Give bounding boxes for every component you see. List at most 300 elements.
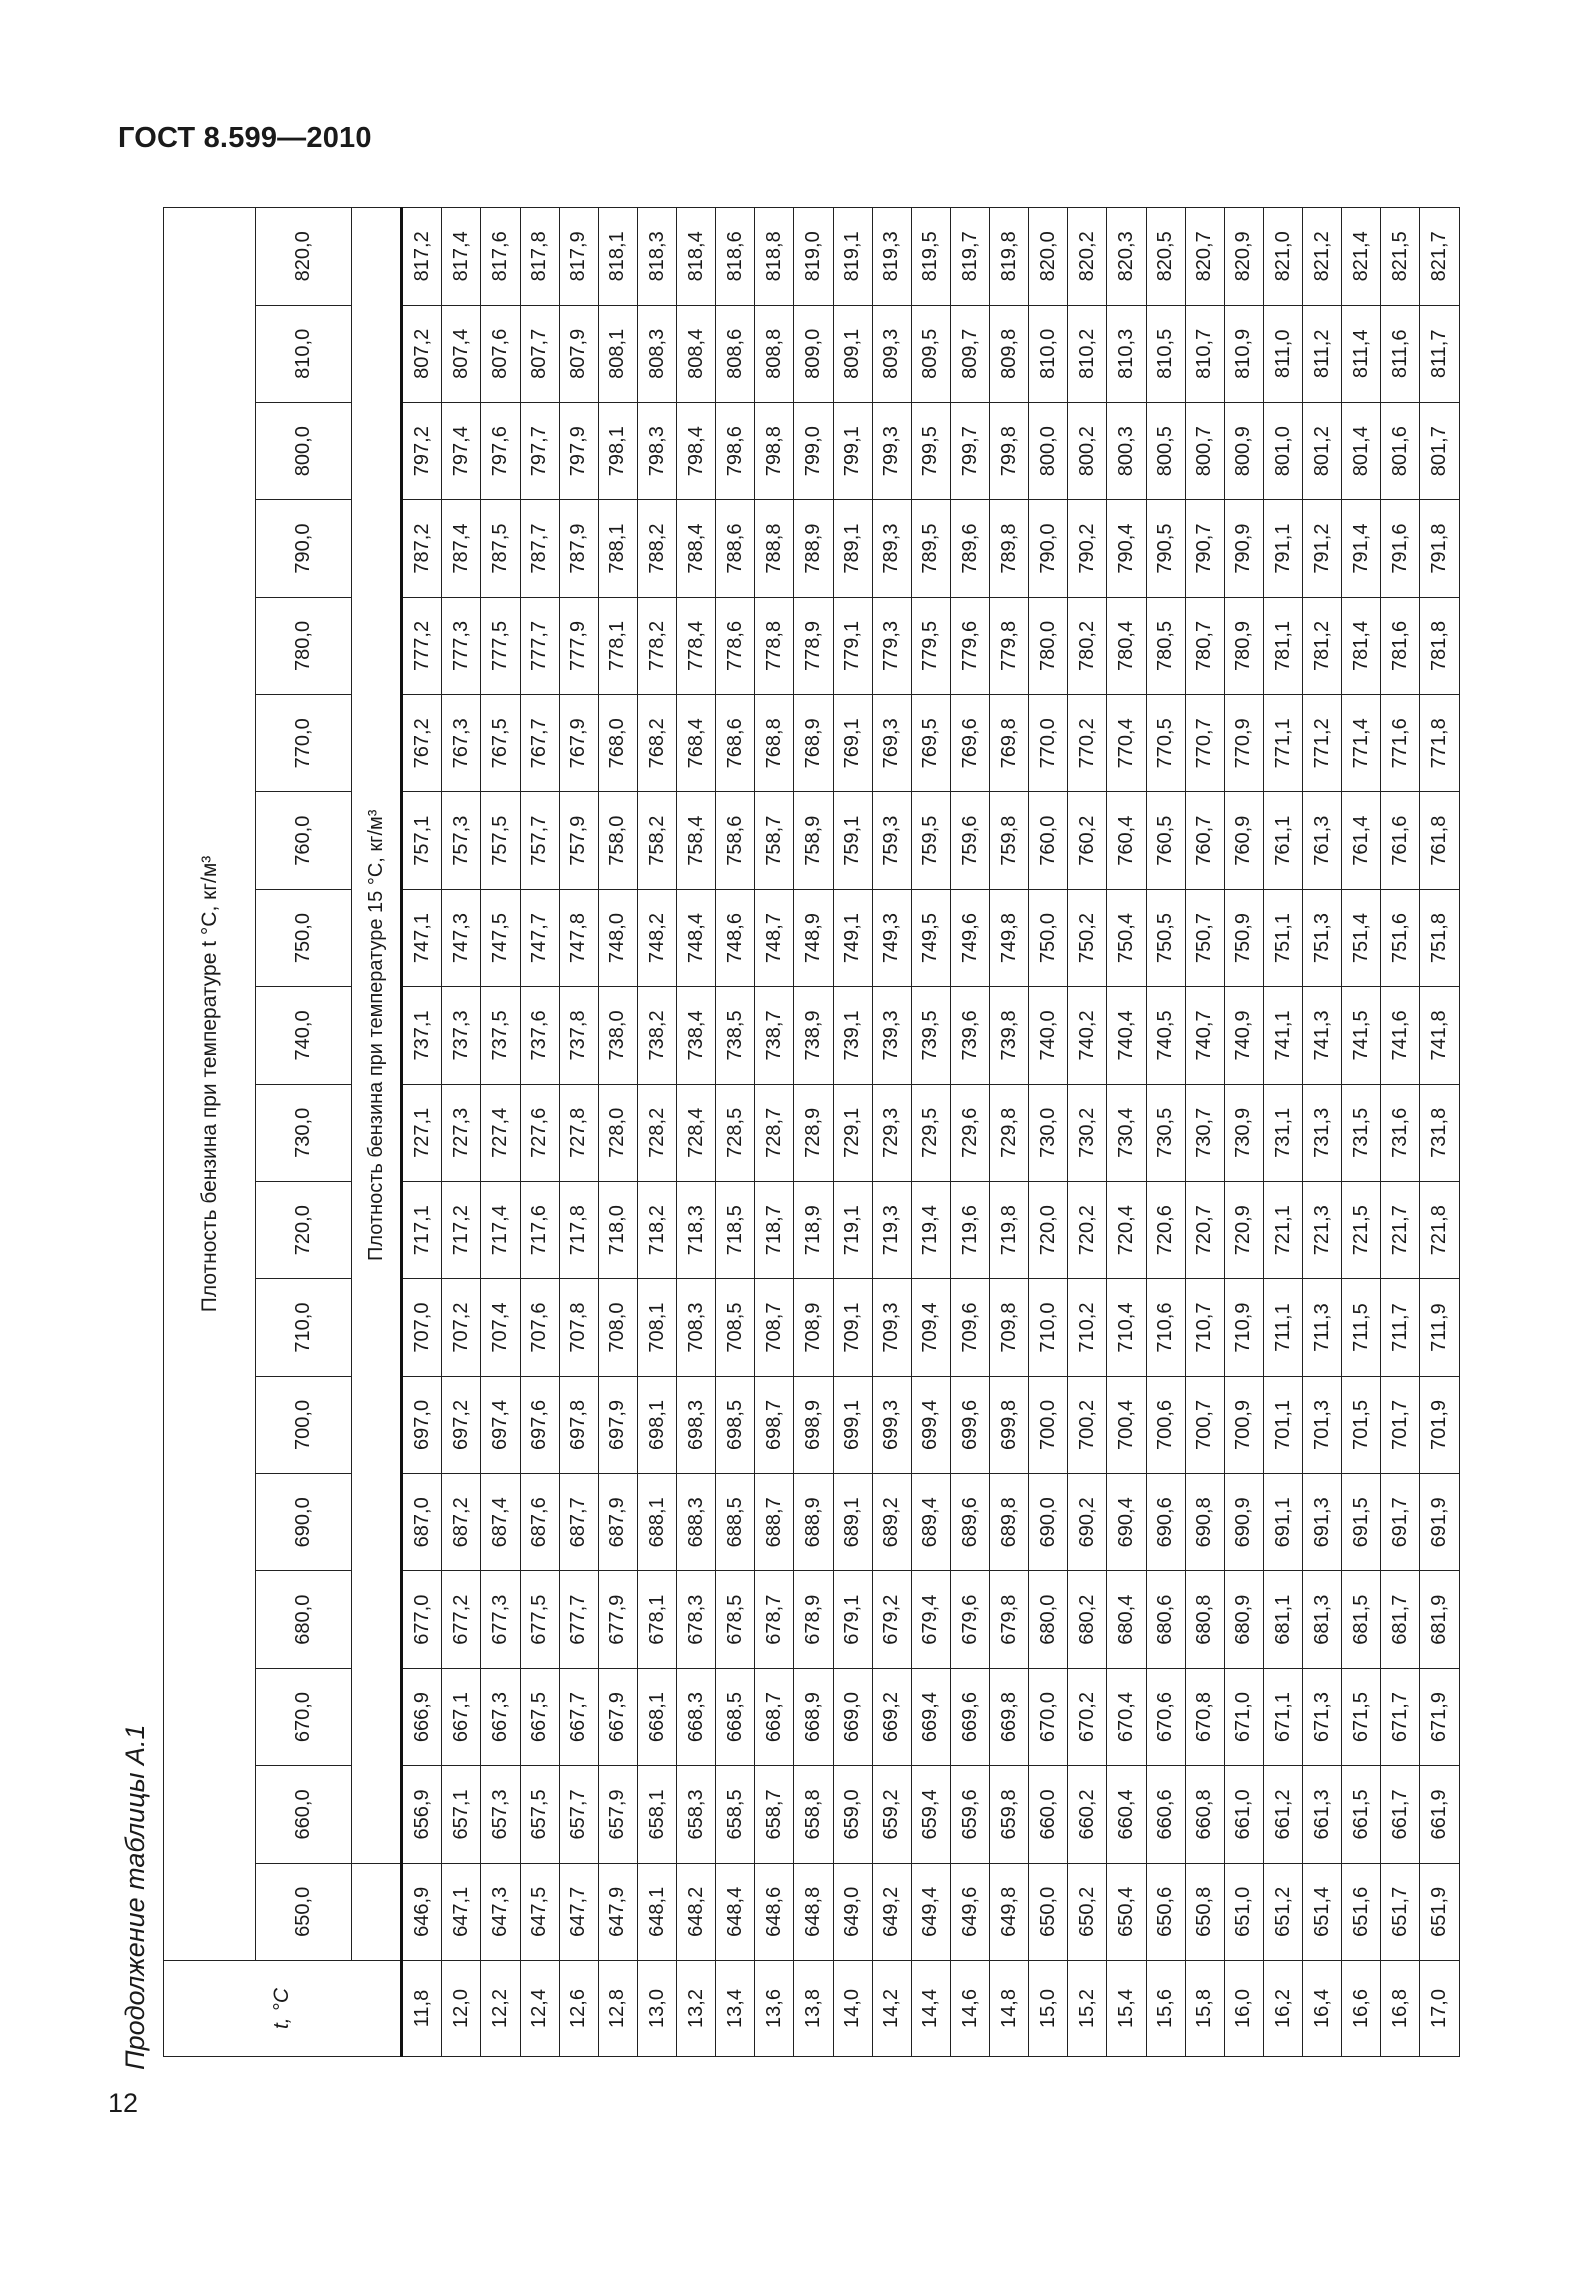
density-cell: 789,6	[950, 500, 989, 597]
density-cell: 808,1	[598, 305, 637, 402]
density-cell: 807,4	[442, 305, 481, 402]
density-cell: 697,9	[598, 1376, 637, 1473]
density-cell: 739,3	[872, 987, 911, 1084]
density-cell: 740,7	[1185, 987, 1224, 1084]
density-cell: 808,6	[716, 305, 755, 402]
temperature-cell: 12,4	[520, 1961, 559, 2057]
density-cell: 797,2	[402, 403, 442, 500]
density-cell: 677,2	[442, 1571, 481, 1668]
density-cell: 679,2	[872, 1571, 911, 1668]
density-cell: 648,2	[677, 1863, 716, 1960]
density-cell: 809,8	[990, 305, 1029, 402]
density-cell: 817,2	[402, 208, 442, 306]
density-cell: 799,3	[872, 403, 911, 500]
density-cell: 707,2	[442, 1279, 481, 1376]
density-cell: 689,8	[990, 1474, 1029, 1571]
density-cell: 768,0	[598, 695, 637, 792]
density-cell: 730,4	[1107, 1084, 1146, 1181]
density-cell: 661,9	[1420, 1766, 1460, 1863]
density-cell: 809,5	[911, 305, 950, 402]
temperature-cell: 15,8	[1185, 1961, 1224, 2057]
density-cell: 769,3	[872, 695, 911, 792]
density-cell: 649,8	[990, 1863, 1029, 1960]
density-cell: 767,5	[481, 695, 520, 792]
density-cell: 688,5	[716, 1474, 755, 1571]
density-cell: 777,5	[481, 597, 520, 694]
density-cell: 800,7	[1185, 403, 1224, 500]
density-cell: 719,4	[911, 1182, 950, 1279]
density-cell: 760,7	[1185, 792, 1224, 889]
density-cell: 659,4	[911, 1766, 950, 1863]
density-cell: 660,6	[1146, 1766, 1185, 1863]
density-cell: 810,2	[1068, 305, 1107, 402]
density-cell: 819,1	[833, 208, 872, 306]
density-cell: 650,2	[1068, 1863, 1107, 1960]
density-cell: 698,7	[755, 1376, 794, 1473]
density-cell: 739,6	[950, 987, 989, 1084]
density-cell: 677,5	[520, 1571, 559, 1668]
density-cell: 677,7	[559, 1571, 598, 1668]
density-cell: 771,4	[1342, 695, 1381, 792]
density-cell: 770,4	[1107, 695, 1146, 792]
density-cell: 820,7	[1185, 208, 1224, 306]
density-cell: 687,0	[402, 1474, 442, 1571]
density-cell: 690,6	[1146, 1474, 1185, 1571]
density-cell: 711,1	[1263, 1279, 1302, 1376]
density-cell: 708,1	[637, 1279, 676, 1376]
column-header: 730,0	[256, 1084, 352, 1181]
column-header: 790,0	[256, 500, 352, 597]
density-cell: 708,0	[598, 1279, 637, 1376]
density-cell: 768,9	[794, 695, 833, 792]
density-cell: 801,4	[1342, 403, 1381, 500]
density-cell: 777,9	[559, 597, 598, 694]
density-cell: 730,2	[1068, 1084, 1107, 1181]
density-cell: 759,3	[872, 792, 911, 889]
temperature-cell: 11,8	[402, 1961, 442, 2057]
density-cell: 651,0	[1224, 1863, 1263, 1960]
density-cell: 747,3	[442, 889, 481, 986]
density-cell: 779,1	[833, 597, 872, 694]
density-cell: 770,9	[1224, 695, 1263, 792]
density-cell: 646,9	[402, 1863, 442, 1960]
density-cell: 691,5	[1342, 1474, 1381, 1571]
temperature-cell: 16,6	[1342, 1961, 1381, 2057]
density-cell: 749,3	[872, 889, 911, 986]
density-cell: 787,7	[520, 500, 559, 597]
density-cell: 779,6	[950, 597, 989, 694]
density-cell: 749,5	[911, 889, 950, 986]
density-cell: 661,3	[1303, 1766, 1342, 1863]
density-cell: 791,6	[1381, 500, 1420, 597]
density-cell: 739,8	[990, 987, 1029, 1084]
table-row	[1068, 208, 1107, 2057]
temperature-cell: 12,6	[559, 1961, 598, 2057]
density-cell: 788,6	[716, 500, 755, 597]
density-cell: 771,2	[1303, 695, 1342, 792]
density-cell: 747,1	[402, 889, 442, 986]
density-cell: 731,1	[1263, 1084, 1302, 1181]
density-cell: 787,9	[559, 500, 598, 597]
temperature-cell: 15,2	[1068, 1961, 1107, 2057]
density-cell: 658,7	[755, 1766, 794, 1863]
temperature-cell: 15,0	[1029, 1961, 1068, 2057]
table-caption: Продолжение таблицы А.1	[120, 1724, 150, 2070]
density-cell: 651,2	[1263, 1863, 1302, 1960]
density-cell: 677,9	[598, 1571, 637, 1668]
density-cell: 719,1	[833, 1182, 872, 1279]
density-cell: 740,2	[1068, 987, 1107, 1084]
density-cell: 807,6	[481, 305, 520, 402]
density-cell: 718,7	[755, 1182, 794, 1279]
density-cell: 720,4	[1107, 1182, 1146, 1279]
table-row	[872, 208, 911, 2057]
density-cell: 781,8	[1420, 597, 1460, 694]
density-cell: 811,2	[1303, 305, 1342, 402]
density-cell: 790,7	[1185, 500, 1224, 597]
density-cell: 748,2	[637, 889, 676, 986]
density-cell: 799,5	[911, 403, 950, 500]
density-cell: 647,3	[481, 1863, 520, 1960]
temperature-cell: 14,0	[833, 1961, 872, 2057]
density-cell: 657,7	[559, 1766, 598, 1863]
density-cell: 750,4	[1107, 889, 1146, 986]
density-cell: 748,6	[716, 889, 755, 986]
density-table-container	[163, 207, 1460, 2057]
density-cell: 658,1	[637, 1766, 676, 1863]
density-cell: 727,3	[442, 1084, 481, 1181]
density-cell: 679,4	[911, 1571, 950, 1668]
density-cell: 670,6	[1146, 1668, 1185, 1765]
density-cell: 799,0	[794, 403, 833, 500]
density-cell: 800,0	[1029, 403, 1068, 500]
density-cell: 751,4	[1342, 889, 1381, 986]
density-cell: 759,8	[990, 792, 1029, 889]
temperature-column-header: t, °С	[164, 1961, 402, 2057]
table-row	[990, 208, 1029, 2057]
density-cell: 700,6	[1146, 1376, 1185, 1473]
density-cell: 790,4	[1107, 500, 1146, 597]
density-cell: 681,7	[1381, 1571, 1420, 1668]
column-header: 740,0	[256, 987, 352, 1084]
density-table	[163, 207, 1460, 2057]
density-cell: 648,1	[637, 1863, 676, 1960]
density-cell: 700,7	[1185, 1376, 1224, 1473]
density-cell: 770,2	[1068, 695, 1107, 792]
density-cell: 821,0	[1263, 208, 1302, 306]
density-cell: 768,6	[716, 695, 755, 792]
density-cell: 810,7	[1185, 305, 1224, 402]
density-cell: 801,2	[1303, 403, 1342, 500]
density-cell: 647,5	[520, 1863, 559, 1960]
density-cell: 730,5	[1146, 1084, 1185, 1181]
density-cell: 701,9	[1420, 1376, 1460, 1473]
density-cell: 701,3	[1303, 1376, 1342, 1473]
density-cell: 819,8	[990, 208, 1029, 306]
density-cell: 721,8	[1420, 1182, 1460, 1279]
density-cell: 729,3	[872, 1084, 911, 1181]
density-cell: 699,4	[911, 1376, 950, 1473]
density-cell: 819,3	[872, 208, 911, 306]
density-cell: 660,8	[1185, 1766, 1224, 1863]
density-cell: 749,1	[833, 889, 872, 986]
density-cell: 770,7	[1185, 695, 1224, 792]
density-cell: 680,2	[1068, 1571, 1107, 1668]
density-cell: 699,6	[950, 1376, 989, 1473]
density-cell: 779,3	[872, 597, 911, 694]
density-cell: 779,8	[990, 597, 1029, 694]
density-cell: 728,9	[794, 1084, 833, 1181]
density-cell: 690,0	[1029, 1474, 1068, 1571]
density-cell: 790,2	[1068, 500, 1107, 597]
table-row	[637, 208, 676, 2057]
density-cell: 737,1	[402, 987, 442, 1084]
temperature-cell: 16,4	[1303, 1961, 1342, 2057]
density-cell: 788,4	[677, 500, 716, 597]
density-cell: 687,4	[481, 1474, 520, 1571]
density-cell: 778,8	[755, 597, 794, 694]
density-cell: 741,3	[1303, 987, 1342, 1084]
table-title: Плотность бензина при температуре t °С, кг/м³	[164, 208, 256, 1961]
density-cell: 737,3	[442, 987, 481, 1084]
density-cell: 711,9	[1420, 1279, 1460, 1376]
temperature-cell: 13,4	[716, 1961, 755, 2057]
density-cell: 738,7	[755, 987, 794, 1084]
density-cell: 768,4	[677, 695, 716, 792]
density-cell: 710,4	[1107, 1279, 1146, 1376]
density-cell: 659,2	[872, 1766, 911, 1863]
density-cell: 649,0	[833, 1863, 872, 1960]
density-cell: 768,2	[637, 695, 676, 792]
density-cell: 798,6	[716, 403, 755, 500]
density-cell: 781,6	[1381, 597, 1420, 694]
column-header: 680,0	[256, 1571, 352, 1668]
density-cell: 731,6	[1381, 1084, 1420, 1181]
density-cell: 789,1	[833, 500, 872, 597]
column-header: 780,0	[256, 597, 352, 694]
density-cell: 738,9	[794, 987, 833, 1084]
table-row	[1107, 208, 1146, 2057]
density-cell: 799,7	[950, 403, 989, 500]
density-cell: 821,7	[1420, 208, 1460, 306]
density-cell: 760,0	[1029, 792, 1068, 889]
density-cell: 691,3	[1303, 1474, 1342, 1571]
density-cell: 767,9	[559, 695, 598, 792]
column-header: 660,0	[256, 1766, 352, 1863]
density-cell: 789,5	[911, 500, 950, 597]
density-cell: 731,3	[1303, 1084, 1342, 1181]
density-cell: 751,6	[1381, 889, 1420, 986]
density-cell: 661,7	[1381, 1766, 1420, 1863]
density-cell: 721,3	[1303, 1182, 1342, 1279]
density-cell: 698,1	[637, 1376, 676, 1473]
density-cell: 669,6	[950, 1668, 989, 1765]
density-cell: 701,5	[1342, 1376, 1381, 1473]
density-cell: 728,4	[677, 1084, 716, 1181]
table-row	[833, 208, 872, 2057]
density-cell: 818,3	[637, 208, 676, 306]
density-cell: 718,2	[637, 1182, 676, 1279]
density-cell: 727,4	[481, 1084, 520, 1181]
density-cell: 778,2	[637, 597, 676, 694]
column-header: 670,0	[256, 1668, 352, 1765]
density-cell: 769,5	[911, 695, 950, 792]
density-cell: 690,2	[1068, 1474, 1107, 1571]
density-cell: 707,0	[402, 1279, 442, 1376]
density-cell: 681,9	[1420, 1571, 1460, 1668]
temperature-cell: 13,0	[637, 1961, 676, 2057]
density-cell: 690,8	[1185, 1474, 1224, 1571]
density-cell: 647,1	[442, 1863, 481, 1960]
density-cell: 719,8	[990, 1182, 1029, 1279]
density-cell: 808,4	[677, 305, 716, 402]
density-cell: 681,5	[1342, 1571, 1381, 1668]
density-cell: 668,9	[794, 1668, 833, 1765]
density-cell: 747,8	[559, 889, 598, 986]
density-cell: 697,6	[520, 1376, 559, 1473]
density-cell: 728,7	[755, 1084, 794, 1181]
density-cell: 809,3	[872, 305, 911, 402]
density-cell: 781,1	[1263, 597, 1302, 694]
density-cell: 811,7	[1420, 305, 1460, 402]
density-cell: 818,1	[598, 208, 637, 306]
density-cell: 718,0	[598, 1182, 637, 1279]
density-cell: 780,9	[1224, 597, 1263, 694]
table-row	[1420, 208, 1460, 2057]
density-cell: 708,9	[794, 1279, 833, 1376]
density-cell: 717,8	[559, 1182, 598, 1279]
density-cell: 728,0	[598, 1084, 637, 1181]
density-cell: 779,5	[911, 597, 950, 694]
density-cell: 800,3	[1107, 403, 1146, 500]
density-cell: 669,2	[872, 1668, 911, 1765]
page-number: 12	[108, 2088, 139, 2118]
density-cell: 807,2	[402, 305, 442, 402]
density-cell: 761,8	[1420, 792, 1460, 889]
density-cell: 660,4	[1107, 1766, 1146, 1863]
density-cell: 778,4	[677, 597, 716, 694]
density-cell: 741,8	[1420, 987, 1460, 1084]
density-cell: 656,9	[402, 1766, 442, 1863]
density-cell: 750,5	[1146, 889, 1185, 986]
density-cell: 789,8	[990, 500, 1029, 597]
density-cell: 668,7	[755, 1668, 794, 1765]
density-cell: 809,7	[950, 305, 989, 402]
density-cell: 767,2	[402, 695, 442, 792]
density-cell: 687,6	[520, 1474, 559, 1571]
density-cell: 789,3	[872, 500, 911, 597]
density-cell: 738,0	[598, 987, 637, 1084]
density-cell: 710,9	[1224, 1279, 1263, 1376]
density-cell: 759,6	[950, 792, 989, 889]
density-cell: 817,4	[442, 208, 481, 306]
density-cell: 680,0	[1029, 1571, 1068, 1668]
density-cell: 758,4	[677, 792, 716, 889]
temperature-cell: 15,4	[1107, 1961, 1146, 2057]
density-cell: 817,6	[481, 208, 520, 306]
column-header: 800,0	[256, 403, 352, 500]
temperature-cell: 16,2	[1263, 1961, 1302, 2057]
density-cell: 771,8	[1420, 695, 1460, 792]
density-cell: 701,1	[1263, 1376, 1302, 1473]
density-cell: 668,3	[677, 1668, 716, 1765]
density-cell: 658,8	[794, 1766, 833, 1863]
density-cell: 781,4	[1342, 597, 1381, 694]
density-cell: 708,3	[677, 1279, 716, 1376]
density-cell: 760,9	[1224, 792, 1263, 889]
table-row	[1263, 208, 1302, 2057]
density-cell: 698,5	[716, 1376, 755, 1473]
density-cell: 699,1	[833, 1376, 872, 1473]
density-cell: 757,9	[559, 792, 598, 889]
density-cell: 800,9	[1224, 403, 1263, 500]
density-cell: 718,5	[716, 1182, 755, 1279]
table-subtitle: Плотность бензина при температуре 15 °С, кг/м³	[352, 208, 402, 1864]
density-cell: 769,8	[990, 695, 1029, 792]
density-table-body	[402, 208, 1460, 2057]
density-cell: 820,9	[1224, 208, 1263, 306]
density-cell: 820,5	[1146, 208, 1185, 306]
density-cell: 749,8	[990, 889, 1029, 986]
density-cell: 790,5	[1146, 500, 1185, 597]
density-cell: 741,1	[1263, 987, 1302, 1084]
density-cell: 749,6	[950, 889, 989, 986]
density-cell: 797,7	[520, 403, 559, 500]
density-cell: 648,8	[794, 1863, 833, 1960]
density-cell: 666,9	[402, 1668, 442, 1765]
temperature-cell: 13,2	[677, 1961, 716, 2057]
table-row	[1029, 208, 1068, 2057]
density-cell: 719,3	[872, 1182, 911, 1279]
column-header: 690,0	[256, 1474, 352, 1571]
table-row	[911, 208, 950, 2057]
density-cell: 797,6	[481, 403, 520, 500]
table-row	[1381, 208, 1420, 2057]
density-cell: 740,4	[1107, 987, 1146, 1084]
density-cell: 669,8	[990, 1668, 1029, 1765]
density-cell: 710,2	[1068, 1279, 1107, 1376]
density-cell: 670,8	[1185, 1668, 1224, 1765]
table-row	[1342, 208, 1381, 2057]
column-header: 650,0	[256, 1863, 352, 1960]
density-cell: 691,9	[1420, 1474, 1460, 1571]
density-cell: 738,2	[637, 987, 676, 1084]
density-cell: 817,8	[520, 208, 559, 306]
density-cell: 780,5	[1146, 597, 1185, 694]
density-cell: 680,8	[1185, 1571, 1224, 1668]
density-cell: 659,6	[950, 1766, 989, 1863]
density-cell: 737,5	[481, 987, 520, 1084]
density-cell: 677,0	[402, 1571, 442, 1668]
density-cell: 689,1	[833, 1474, 872, 1571]
density-cell: 690,4	[1107, 1474, 1146, 1571]
density-cell: 791,2	[1303, 500, 1342, 597]
density-cell: 748,0	[598, 889, 637, 986]
density-cell: 777,3	[442, 597, 481, 694]
density-cell: 667,9	[598, 1668, 637, 1765]
density-cell: 710,7	[1185, 1279, 1224, 1376]
density-cell: 818,8	[755, 208, 794, 306]
density-cell: 679,6	[950, 1571, 989, 1668]
density-cell: 647,9	[598, 1863, 637, 1960]
density-cell: 647,7	[559, 1863, 598, 1960]
density-cell: 740,9	[1224, 987, 1263, 1084]
density-cell: 709,8	[990, 1279, 1029, 1376]
density-cell: 727,6	[520, 1084, 559, 1181]
density-cell: 671,5	[1342, 1668, 1381, 1765]
document-header: ГОСТ 8.599—2010	[118, 122, 372, 154]
density-cell: 689,2	[872, 1474, 911, 1571]
